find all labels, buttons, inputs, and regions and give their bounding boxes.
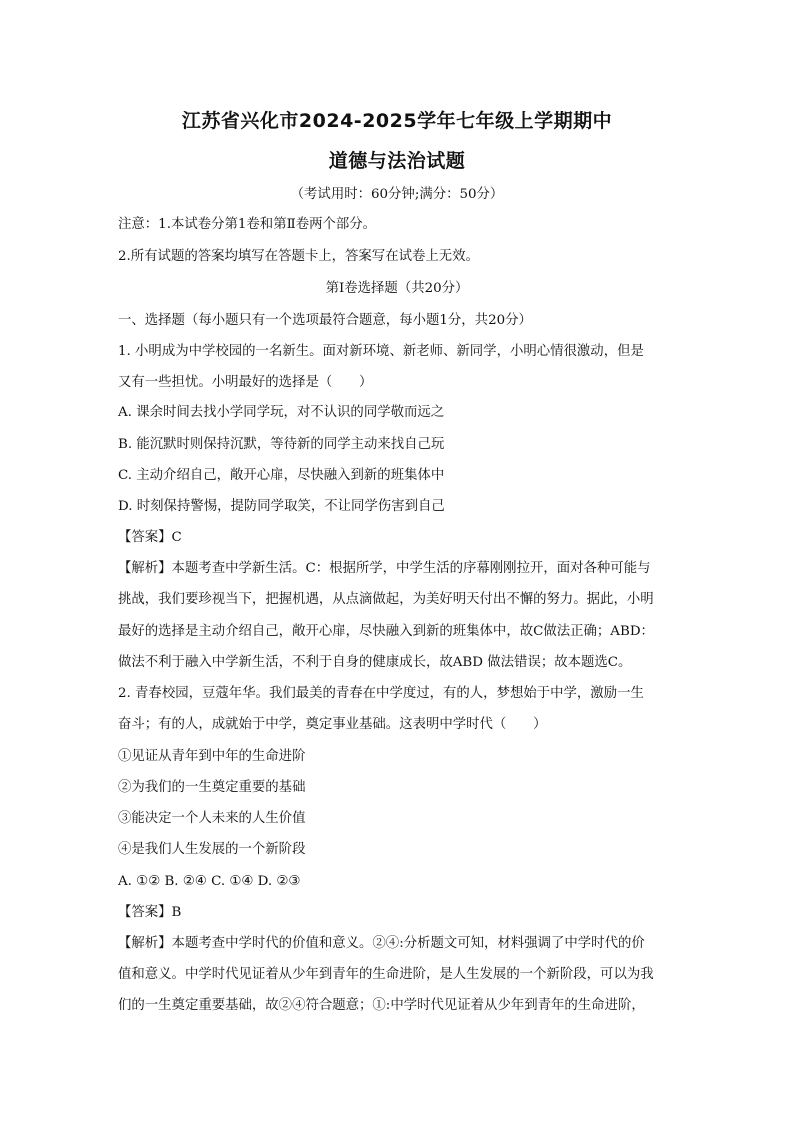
q2-statement-4: ④是我们人生发展的一个新阶段 xyxy=(118,842,306,857)
q2-analysis-line: 们的一生奠定重要基础，故②④符合题意；①:中学时代见证着从少年到青年的生命进阶， xyxy=(118,998,645,1013)
q1-analysis-line: 挑战，我们要珍视当下，把握机遇，从点滴做起，为美好明天付出不懈的努力。据此，小明 xyxy=(118,592,654,607)
note-2: 2.所有试题的答案均填写在答题卡上，答案写在试卷上无效。 xyxy=(118,249,479,264)
q2-analysis-line: 值和意义。中学时代见证着从少年到青年的生命进阶，是人生发展的一个新阶段，可以为我 xyxy=(118,967,654,982)
q1-stem-line: 又有一些担忧。小明最好的选择是（ ） xyxy=(118,375,373,390)
q1-analysis-line: 最好的选择是主动介绍自己，敞开心扉，尽快融入到新的班集体中，故C做法正确；ABD： xyxy=(118,624,654,639)
q1-option-c: C. 主动介绍自己，敞开心扉，尽快融入到新的班集体中 xyxy=(118,468,445,483)
q1-stem-line: 1. 小明成为中学校园的一名新生。面对新环境、新老师、新同学，小明心情很激动，但是 xyxy=(118,344,644,359)
doc-title-line2: 道德与法治试题 xyxy=(328,150,466,172)
section-title: 第Ⅰ卷选择题（共20分） xyxy=(325,281,469,296)
q2-stem-line: 奋斗；有的人，成就始于中学，奠定事业基础。这表明中学时代（ ） xyxy=(118,717,547,732)
doc-title-line1: 江苏省兴化市2024-2025学年七年级上学期期中 xyxy=(181,110,613,132)
q2-analysis-line: 【解析】本题考查中学时代的价值和意义。②④:分析题文可知，材料强调了中学时代的价 xyxy=(118,936,645,951)
q2-statement-3: ③能决定一个人未来的人生价值 xyxy=(118,811,306,826)
q1-option-a: A. 课余时间去找小学同学玩，对不认识的同学敬而远之 xyxy=(118,405,445,420)
q2-options: A. ①② B. ②④ C. ①④ D. ②③ xyxy=(118,874,301,889)
q2-answer: 【答案】B xyxy=(118,905,182,920)
q1-answer: 【答案】C xyxy=(118,530,182,545)
q2-statement-1: ①见证从青年到中年的生命进阶 xyxy=(118,749,306,764)
q1-analysis-line: 【解析】本题考查中学新生活。C：根据所学，中学生活的序幕刚刚拉开，面对各种可能与 xyxy=(118,561,651,576)
exam-info: （考试用时：60分钟;满分：50分） xyxy=(290,187,504,202)
q1-analysis-line: 做法不利于融入中学新生活，不利于自身的健康成长，故ABD 做法错误；故本题选C。 xyxy=(118,655,632,670)
q1-option-d: D. 时刻保持警惕，提防同学取笑，不让同学伤害到自己 xyxy=(118,499,445,514)
part-heading: 一、选择题（每小题只有一个选项最符合题意，每小题1分，共20分） xyxy=(118,313,532,328)
note-1: 注意：1.本试卷分第1卷和第Ⅱ卷两个部分。 xyxy=(118,217,377,232)
q1-option-b: B. 能沉默时则保持沉默，等待新的同学主动来找自己玩 xyxy=(118,437,445,452)
q2-stem-line: 2. 青春校园，豆蔻年华。我们最美的青春在中学度过，有的人，梦想始于中学，激励一生 xyxy=(118,686,644,701)
q2-statement-2: ②为我们的一生奠定重要的基础 xyxy=(118,780,306,795)
